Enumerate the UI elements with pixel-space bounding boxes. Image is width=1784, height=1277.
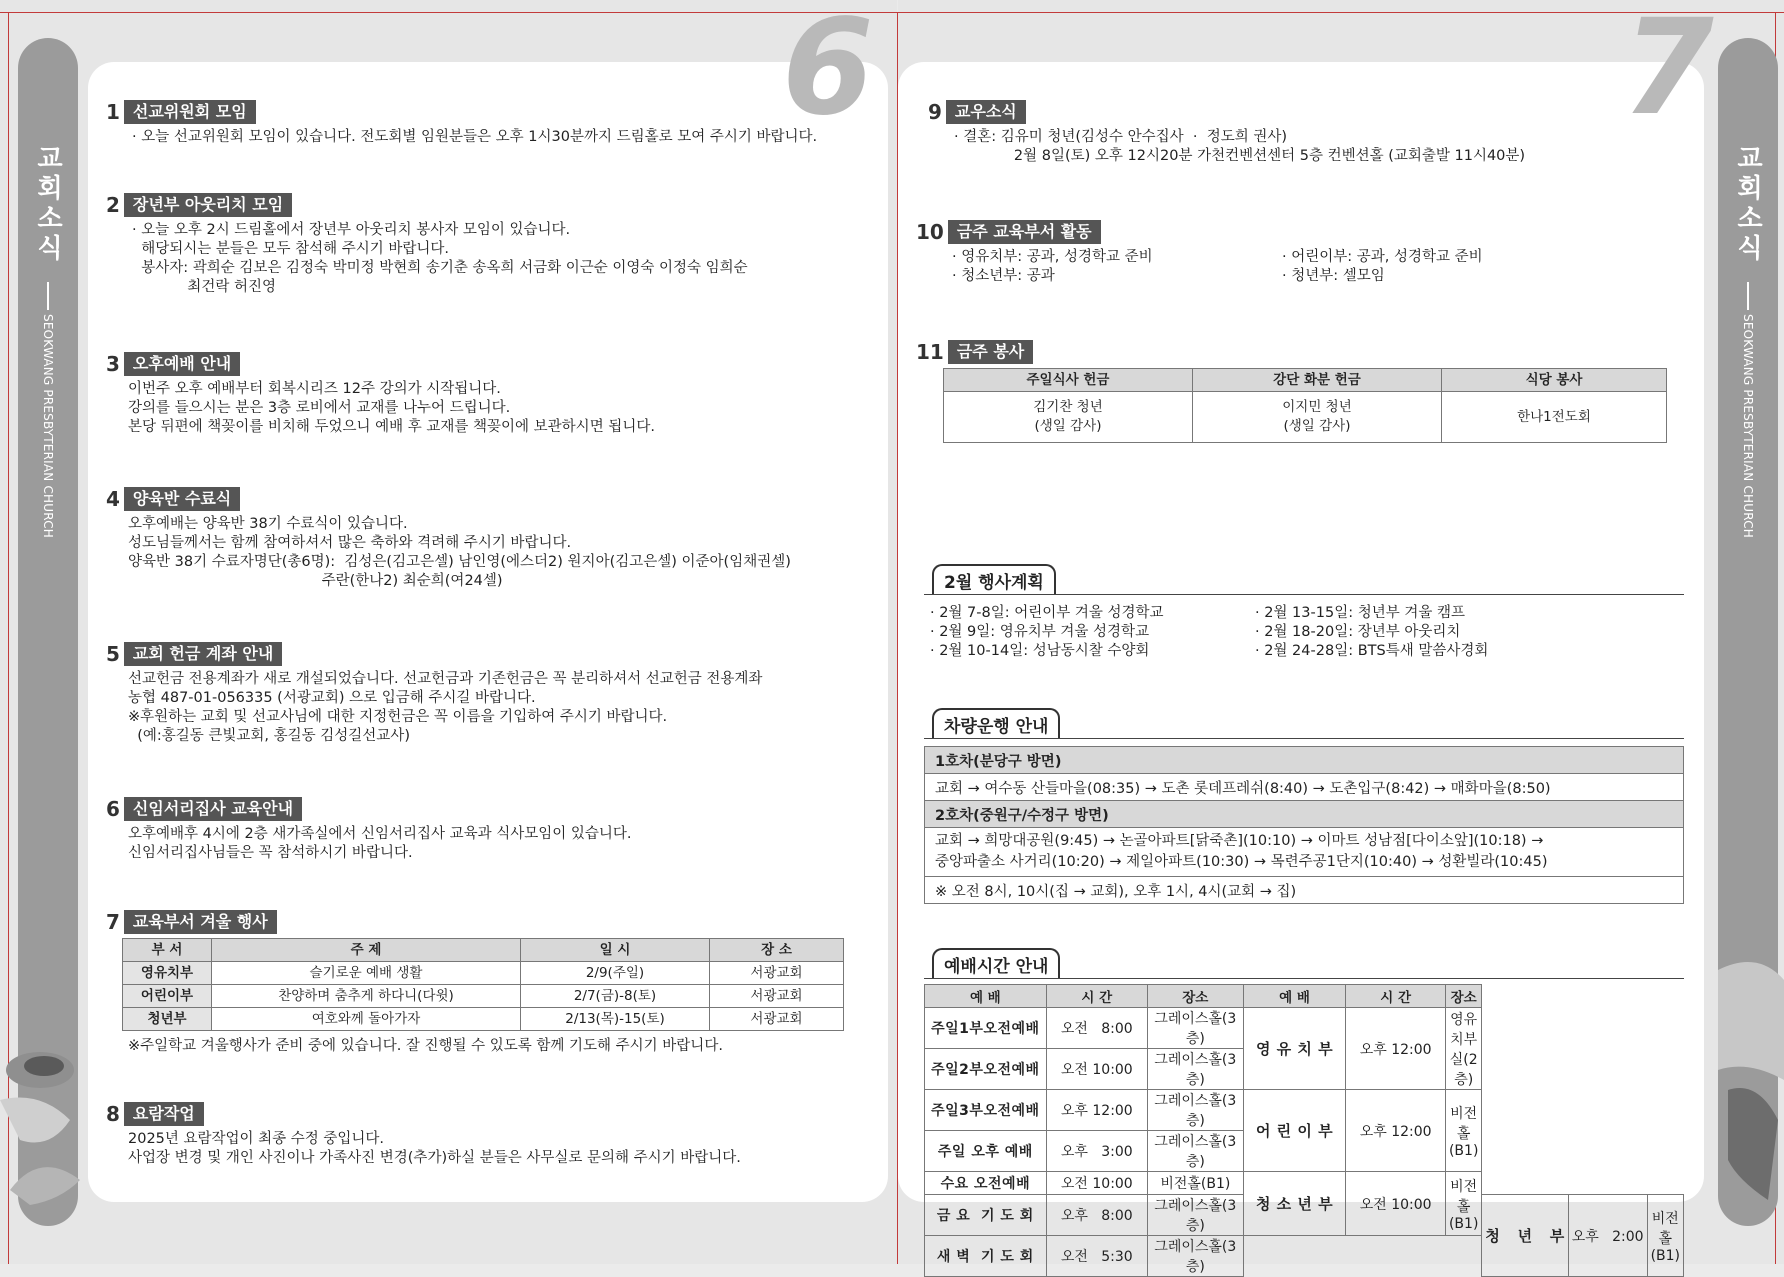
table-note: ※주일학교 겨울행사가 준비 중에 있습니다. 잘 진행될 수 있도록 함께 기도해 주시기 바랍니다. [128,1038,723,1054]
section-11 [916,340,1667,443]
section-10 [916,220,1483,286]
cell-line: (생일 감사) [1034,418,1102,434]
table-row [925,1090,1684,1131]
table-cell [944,392,1193,443]
table-cell: 2/9(주일) [521,962,710,985]
table-row [925,877,1684,904]
section-text: · 오늘 선교위원회 모임이 있습니다. 전도회별 임원분들은 오후 1시30분까지 드림홀로 모여 주시기 바랍니다. [132,129,818,145]
table-row [123,962,844,985]
section-number: 7 [106,909,120,934]
list-item: · 2월 10-14일: 성남동시찰 수양회 [930,643,1150,659]
table-header: 예 배 [925,985,1047,1008]
education-events-table [122,938,844,1031]
section-text: 최건락 허진영 [132,279,276,295]
section-text: 이번주 오후 예배부터 회복시리즈 12주 강의가 시작됩니다. [128,381,501,397]
table-cell: 서광교회 [710,962,844,985]
worship-title: 예배시간 안내 [932,948,1060,978]
table-cell: 오후 8:00 [1046,1195,1147,1236]
section-text: 사업장 변경 및 개인 사진이나 가족사진 변경(추가)하실 분들은 사무실로 문의해 주시기 바랍니다. [128,1150,741,1166]
section-number: 2 [106,192,120,217]
section-text: · 결혼: 김유미 청년(김성수 안수집사 · 정도희 권사) [954,129,1288,145]
table-cell: 그레이스홀(3층) [1147,1131,1243,1172]
table-row [925,774,1684,801]
table-cell: 한나1전도회 [1442,392,1667,443]
section-text: (예:홍길동 큰빛교회, 홍길동 김성길선교사) [128,728,410,744]
table-cell: 오후 12:00 [1046,1090,1147,1131]
section-text: 강의를 들으시는 분은 3층 로비에서 교재를 나누어 드립니다. [128,400,511,416]
table-cell: 비전홀(B1) [1445,1090,1481,1172]
section-8 [106,1102,741,1168]
section-title: 금주 봉사 [948,340,1033,364]
side-divider [1747,282,1749,310]
car-route-title: 1호차(분당구 방면) [925,747,1684,774]
section-number: 11 [916,339,944,364]
section-number: 1 [106,99,120,124]
table-cell: 그레이스홀(3층) [1147,1195,1243,1236]
table-header: 시 간 [1046,985,1147,1008]
section-6 [106,797,632,863]
table-cell: 청 년 부 [1482,1195,1568,1277]
table-cell: 찬양하며 춤추게 하다니(다윗) [212,985,521,1008]
side-title: 교회소식 [1732,144,1763,264]
table-cell: 오전 10:00 [1046,1172,1147,1195]
cell-line: (생일 감사) [1283,418,1351,434]
section-text: 봉사자: 곽희순 김보은 김정숙 박미정 박현희 송기춘 송옥희 서금화 이근순 이영숙 이정숙 임희순 [132,260,748,276]
table-row [925,747,1684,774]
table-cell: 그레이스홀(3층) [1147,1008,1243,1049]
table-cell: 슬기로운 예배 생활 [212,962,521,985]
table-row [123,985,844,1008]
table-cell: 영유치부실(2층) [1445,1008,1481,1090]
table-cell: 주일 오후 예배 [925,1131,1047,1172]
section-title: 금주 교육부서 활동 [948,220,1101,244]
section-title: 장년부 아웃리치 모임 [124,193,292,217]
table-cell: 오후 12:00 [1346,1090,1446,1172]
table-cell: 비전홀(B1) [1647,1195,1683,1277]
section-text: 2월 8일(토) 오후 12시20분 가천컨벤션센터 5층 컨벤션홀 (교회출발 11시40분) [954,148,1526,164]
table-cell: 영유치부 [123,962,212,985]
cell-line: 이지민 청년 [1282,399,1352,415]
events-list [930,604,1488,661]
table-cell: 주일1부오전예배 [925,1008,1047,1049]
section-title: 선교위원회 모임 [124,100,256,124]
events-title: 2월 행사계획 [932,564,1056,594]
service-table [943,368,1667,443]
side-church-name: SEOKWANG PRESBYTERIAN CHURCH [1741,314,1755,538]
section-title: 오후예배 안내 [124,352,240,376]
section-text: 신임서리집사님들은 꼭 참석하시기 바랍니다. [128,845,413,861]
section-title: 요람작업 [124,1102,204,1126]
list-item: · 2월 7-8일: 어린이부 겨울 성경학교 [930,605,1164,621]
table-header: 강단 화분 헌금 [1193,369,1442,392]
section-9 [928,100,1525,166]
section-title: 교우소식 [946,100,1026,124]
section-text: 오후예배후 4시에 2층 새가족실에서 신임서리집사 교육과 식사모임이 있습니다. [128,826,632,842]
section-number: 5 [106,641,120,666]
table-header: 장 소 [710,939,844,962]
table-row [123,1008,844,1031]
table-header: 주 제 [212,939,521,962]
page-number: 6 [782,0,874,145]
table-cell: 오후 3:00 [1046,1131,1147,1172]
table-cell: 오후 2:00 [1568,1195,1647,1277]
table-cell: 2/13(목)-15(토) [521,1008,710,1031]
section-number: 6 [106,796,120,821]
table-cell: 영 유 치 부 [1243,1008,1346,1090]
table-cell: 청년부 [123,1008,212,1031]
section-3 [106,352,655,437]
worship-times-table [924,984,1684,1277]
table-header: 식당 봉사 [1442,369,1667,392]
side-divider [47,282,49,310]
table-cell: 청 소 년 부 [1243,1172,1346,1236]
list-item: · 2월 24-28일: BTS특새 말씀사경회 [1255,643,1489,659]
section-title: 교육부서 겨울 행사 [124,910,277,934]
decorative-plant-image [0,1000,90,1220]
table-cell: 오전 8:00 [1046,1008,1147,1049]
table-cell: 오후 12:00 [1346,1008,1446,1090]
section-number: 9 [928,99,942,124]
car-schedule-table [924,746,1684,904]
table-cell: 여호와께 돌아가자 [212,1008,521,1031]
section-title: 신임서리집사 교육안내 [124,797,302,821]
section-title: 교회 헌금 계좌 안내 [124,642,282,666]
car-header [924,704,1684,739]
events-header [924,560,1684,595]
table-header: 주일식사 헌금 [944,369,1193,392]
table-cell: 비전홀(B1) [1147,1172,1243,1195]
table-cell: 비전홀(B1) [1445,1172,1481,1236]
car-route-text: 교회 → 여수동 산들마을(08:35) → 도촌 롯데프레쉬(8:40) → 도촌입구(8:42) → 매화마을(8:50) [925,774,1684,801]
section-5 [106,642,762,746]
section-text: 성도님들께서는 함께 참여하셔서 많은 축하와 격려해 주시기 바랍니다. [128,535,572,551]
decorative-hands-image [1718,940,1784,1220]
car-note: ※ 오전 8시, 10시(집 → 교회), 오후 1시, 4시(교회 → 집) [925,877,1684,904]
section-number: 8 [106,1101,120,1126]
section-1 [106,100,817,147]
table-cell: 새 벽 기 도 회 [925,1236,1047,1277]
table-cell: 그레이스홀(3층) [1147,1049,1243,1090]
table-header: 부 서 [123,939,212,962]
car-title: 차량운행 안내 [932,708,1060,738]
section-2 [106,193,748,297]
table-header: 시 간 [1346,985,1446,1008]
table-header: 장소 [1147,985,1243,1008]
page-number: 7 [1622,0,1714,145]
section-title: 양육반 수료식 [124,487,240,511]
list-item: · 2월 13-15일: 청년부 겨울 캠프 [1255,605,1465,621]
section-text: 2025년 요람작업이 최종 수정 중입니다. [128,1131,385,1147]
section-text: 선교헌금 전용계좌가 새로 개설되었습니다. 선교헌금과 기존헌금은 꼭 분리하셔서 선교헌금 전용계좌 [128,671,763,687]
account-number-text: 농협 487-01-056335 (서광교회) 으로 입금해 주시길 바랍니다. [128,690,536,706]
table-cell: 그레이스홀(3층) [1147,1236,1243,1277]
table-cell: 오전 5:30 [1046,1236,1147,1277]
table-cell: 수요 오전예배 [925,1172,1047,1195]
car-route-text: 교회 → 희망대공원(9:45) → 논골아파트[닭죽촌](10:10) → 이마트 성남점[다이소앞](10:18) → 중앙파출소 사거리(10:20) → 제일아파트(10:30) → 목련주공1단지(10:40) → 성환빌라(10:45) [925,828,1684,877]
table-cell: 금 요 기 도 회 [925,1195,1047,1236]
table-header: 일 시 [521,939,710,962]
table-cell: 주일2부오전예배 [925,1049,1047,1090]
section-text: 주란(한나2) 최순희(여24셀) [128,573,503,589]
section-number: 10 [916,219,944,244]
section-4 [106,487,791,591]
table-row [925,1008,1684,1049]
list-item: · 어린이부: 공과, 성경학교 준비 [1282,249,1483,265]
section-text: 양육반 38기 수료자명단(총6명): 김성은(김고은셀) 남인영(에스더2) 원지아(김고은셀) 이준아(임채권셀) [128,554,791,570]
table-cell: 2/7(금)-8(토) [521,985,710,1008]
table-cell: 주일3부오전예배 [925,1090,1047,1131]
section-text: 본당 뒤편에 책꽂이를 비치해 두었으니 예배 후 교재를 책꽂이에 보관하시면 됩니다. [128,419,655,435]
table-cell [1193,392,1442,443]
table-cell: 오전 10:00 [1046,1049,1147,1090]
table-cell: 어린이부 [123,985,212,1008]
table-row [925,828,1684,877]
side-church-name: SEOKWANG PRESBYTERIAN CHURCH [41,314,55,538]
table-cell: 그레이스홀(3층) [1147,1090,1243,1131]
car-route-title: 2호차(중원구/수정구 방면) [925,801,1684,828]
top-trim-line [0,12,1784,13]
section-7 [106,910,844,1056]
table-row [925,1172,1684,1195]
table-cell: 오전 10:00 [1346,1172,1446,1236]
list-item: · 청소년부: 공과 [952,268,1055,284]
table-header: 예 배 [1243,985,1346,1008]
table-cell: 어 린 이 부 [1243,1090,1346,1172]
table-row [944,392,1667,443]
section-text: · 오늘 오후 2시 드림홀에서 장년부 아웃리치 봉사자 모임이 있습니다. [132,222,571,238]
table-header: 장소 [1445,985,1481,1008]
section-number: 4 [106,486,120,511]
section-number: 3 [106,351,120,376]
section-text: ※후원하는 교회 및 선교사님에 대한 지정헌금은 꼭 이름을 기입하여 주시기 바랍니다. [128,709,668,725]
table-row [925,801,1684,828]
worship-header [924,944,1684,979]
cell-line: 김기찬 청년 [1033,399,1103,415]
table-cell: 서광교회 [710,1008,844,1031]
list-item: · 2월 9일: 영유치부 겨울 성경학교 [930,624,1150,640]
section-text: 해당되시는 분들은 모두 참석해 주시기 바랍니다. [132,241,450,257]
list-item: · 영유치부: 공과, 성경학교 준비 [952,249,1153,265]
list-item: · 2월 18-20일: 장년부 아웃리치 [1255,624,1461,640]
side-title: 교회소식 [32,144,63,264]
list-item: · 청년부: 셀모임 [1282,268,1385,284]
section-text: 오후예배는 양육반 38기 수료식이 있습니다. [128,516,408,532]
table-cell: 서광교회 [710,985,844,1008]
